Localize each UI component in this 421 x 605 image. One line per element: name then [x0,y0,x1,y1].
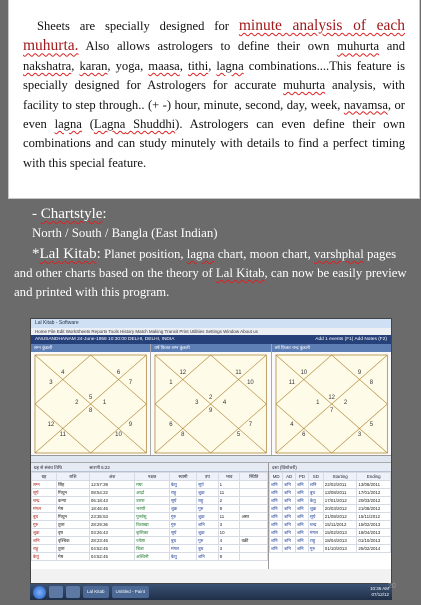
table-cell: शनि [296,521,309,529]
table-cell: ज्येष्ठा [135,537,170,545]
table-cell: गुरु [197,505,219,513]
table-cell: 03:26:43 [89,529,134,537]
table-row[interactable] [32,489,268,497]
taskbar-pin-icon[interactable] [66,586,80,598]
text-run: , can now be easily preview and printed with this program. [14,266,407,299]
table-cell: अस्त [240,513,268,521]
house-number: 7 [329,407,333,415]
house-number: 5 [369,421,373,429]
table-row[interactable] [32,481,268,489]
table-cell: शनि [296,513,309,521]
house-number: 2 [343,399,347,407]
table-cell: 28:23:46 [89,537,134,545]
table-cell: शनि [270,481,283,489]
table-cell: आर्द्रा [135,489,170,497]
table-cell: कृत्तिका [135,529,170,537]
table-header-row [32,473,268,481]
house-number: 1 [102,399,107,407]
dasha-table [269,472,391,553]
term-lagna: lagna [216,58,244,73]
house-number: 4 [289,421,294,429]
table-row[interactable] [270,545,391,553]
house-number: 8 [89,407,93,415]
muhurta-description [23,16,405,173]
dasha-table-caption: दशा (विंशोत्तरी) [269,463,391,472]
table-cell [240,545,268,553]
table-cell: 18/04/2013 [357,529,391,537]
table-cell: 01/10/2013 [323,545,357,553]
term-lagna: Lagna [93,117,126,132]
table-cell: राहु [32,545,57,553]
table-cell: शनि [283,529,296,537]
chart-caption: लग्न कुंडली [31,344,150,352]
table-cell: चन्द्र [308,521,323,529]
table-cell: केतु [169,481,196,489]
text-run: and [379,39,405,54]
table-cell: मेष [56,505,89,513]
heading-word: Chartstyle [40,206,103,222]
table-cell: बुध [32,513,57,521]
text-run: , or even [23,97,405,132]
table-cell: भरणी [135,505,170,513]
table-cell: 15/11/2012 [323,521,357,529]
text-run: : [96,246,101,262]
column-header[interactable]: Ending [357,473,391,481]
column-header[interactable]: PD [296,473,309,481]
house-number: 11 [288,379,295,387]
table-cell: शुक्र [308,505,323,513]
column-header[interactable]: Starting [323,473,357,481]
table-cell: बुध [308,489,323,497]
table-cell: शनि [32,537,57,545]
table-cell: शुक्र [32,529,57,537]
table-cell: शनि [270,505,283,513]
column-header[interactable]: SD [308,473,323,481]
term-tithi: tithi [187,58,209,73]
table-cell: राहु [308,537,323,545]
table-cell: मेष [56,553,89,561]
house-number: 5 [89,394,93,402]
house-number: 3 [49,379,53,387]
table-row[interactable] [32,497,268,505]
term-navamsa: navamsa [343,97,388,112]
table-row[interactable] [270,481,391,489]
table-row[interactable] [32,529,268,537]
text-run: , [71,58,80,73]
table-cell: केतु [169,553,196,561]
text-run: , [179,58,188,73]
column-header[interactable]: अंश [89,473,134,481]
table-cell: शनि [296,537,309,545]
table-cell: मिथुन [56,513,89,521]
birth-details: ANUSANDHANAM 24-June-1958 10:30:00 DELHI, DELHI, INDIA [35,337,175,342]
house-number: 1 [169,379,173,387]
column-header[interactable]: स्थिति [240,473,268,481]
chartstyle-options: North / South / Bangla (East Indian) [32,226,218,240]
app-menubar: Home File Edit WorkSheets Reports Tools History Match Making Transit Print Utilities Settings Window About us [31,328,391,335]
house-number: 5 [237,431,241,439]
table-cell: उत्तरा [135,497,170,505]
table-cell: सूर्य [197,481,219,489]
table-cell: मंगल [308,529,323,537]
house-number: 3 [195,399,199,407]
table-cell [240,529,268,537]
chart-caption: वर्ष फ़ित्रत लग्न कुंडली [151,344,270,352]
highlight-text: minute analysis of each muhurta. [23,17,405,55]
text-run: ( [81,117,94,132]
table-cell: गुरु [308,545,323,553]
table-cell: शनि [296,505,309,513]
table-cell: 4 [218,537,240,545]
table-cell: शनि [197,553,219,561]
table-cell: 3 [218,521,240,529]
house-number: 10 [247,379,255,387]
house-number: 6 [169,421,173,429]
table-row[interactable] [270,521,391,529]
text-run: ). Astrologers can even define their own combinations and can study minutely with details to find a perfect timing with this special feature. [23,117,405,170]
text-run: Planet position, [100,247,187,261]
table-body [270,481,391,553]
table-cell: विशाखा [135,521,170,529]
table-cell [240,497,268,505]
event-buttons: Add 1 events (F1) Add Notes (F2) [315,337,387,342]
table-body [32,481,268,561]
house-number: 7 [128,379,133,387]
table-cell: केतु [32,553,57,561]
table-cell: शनि [296,545,309,553]
table-cell: चित्रा [135,545,170,553]
table-cell: 17/01/2012 [323,497,357,505]
kundali-charts [31,344,391,456]
house-number: 2 [75,399,79,407]
house-number: 9 [209,407,213,415]
varsh-moon-chart [272,344,391,455]
table-cell: 11 [218,489,240,497]
lagna-chart [31,344,151,455]
table-cell: 04:52:45 [89,553,134,561]
app-screenshot [30,318,392,584]
house-number: 6 [116,369,121,377]
table-cell: शनि [270,489,283,497]
table-cell: पुनर्वसु [135,513,170,521]
table-cell: शुक्र [197,529,219,537]
text-run: Lal [39,246,60,262]
table-cell: 21/08/2012 [357,505,391,513]
table-cell: शनि [296,529,309,537]
table-cell: 01/10/2013 [357,537,391,545]
table-cell: सूर्य [169,497,196,505]
table-cell: लग्न [32,481,57,489]
table-cell: सूर्य [169,529,196,537]
table-cell: शनि [270,529,283,537]
table-cell: चन्द्र [32,497,57,505]
planet-table-panel [31,463,269,569]
house-number: 12 [47,421,55,429]
clock-date: 07/12/12 [371,592,389,597]
varsh-lagna-chart [151,344,271,455]
house-number: 1 [315,399,320,407]
table-cell: तुला [56,545,89,553]
house-number: 11 [59,431,66,439]
house-number: 9 [128,421,133,429]
text-run: ग्रह से संबंध तिथि [34,465,62,470]
table-row[interactable] [32,545,268,553]
windows-taskbar [30,584,392,600]
table-cell: राहु [197,497,219,505]
planet-table-caption [31,463,268,472]
table-cell: शनि [283,481,296,489]
table-cell: 28:29:36 [89,521,134,529]
tab-strip [31,456,391,463]
table-cell: शनि [296,481,309,489]
table-cell: शनि [296,489,309,497]
house-number: 4 [223,399,227,407]
page-number: 20 [388,583,396,590]
table-cell: शनि [283,545,296,553]
taskbar-pin-icon[interactable] [49,586,63,598]
table-cell: शनि [270,521,283,529]
term-lal-kitab: Lal Kitab [215,266,265,280]
house-number: 11 [235,369,242,377]
house-number: 3 [357,431,361,439]
table-cell: शनि [283,505,296,513]
table-cell [240,521,268,529]
text-run: * [32,246,40,262]
column-header[interactable]: नक्षत्र [135,473,170,481]
column-header[interactable]: उप [197,473,219,481]
house-number: 7 [249,421,253,429]
table-cell [240,481,268,489]
table-cell: 20/03/2012 [323,505,357,513]
lal-kitab-title [32,246,101,262]
table-row[interactable] [270,497,391,505]
table-cell: 13/08/2011 [323,489,357,497]
text-run: , [208,58,217,73]
table-cell [240,505,268,513]
table-cell: मंगल [169,545,196,553]
app-infobar [31,335,391,344]
text-run: Sheets are specially designed for [37,19,239,33]
planet-table [31,472,268,561]
column-header[interactable]: MD [270,473,283,481]
house-number: 2 [209,394,213,402]
chartstyle-heading [32,204,414,224]
table-cell: 1 [218,481,240,489]
table-cell: अश्विनी [135,553,170,561]
term-muhurta: muhurta [337,39,380,54]
column-header[interactable]: भाव [218,473,240,481]
table-cell: 21/08/2012 [323,513,357,521]
dasha-table-panel [269,463,391,569]
north-indian-chart [31,352,150,456]
data-tables [31,463,391,569]
term-muhurta: muhurta [283,78,326,93]
text-run: : [102,206,107,222]
table-cell: 20/03/2012 [357,497,391,505]
north-indian-chart [151,352,270,456]
table-cell: वक्री [240,537,268,545]
table-cell [240,489,268,497]
term-maasa: maasa [148,58,180,73]
house-number: 9 [357,369,361,377]
table-cell: 12:57:39 [89,481,134,489]
table-cell: 10 [218,529,240,537]
table-cell: 3 [218,545,240,553]
table-header-row [270,473,391,481]
text-run: pages and other charts based on the theory of [14,247,397,280]
term-karan: karan [79,58,108,73]
table-row[interactable] [270,513,391,521]
table-cell: सूर्य [308,513,323,521]
table-cell: 06:18:43 [89,497,134,505]
term-varshphal: varshphal [314,247,364,261]
term-shuddhi: Shuddhi [125,117,176,132]
table-row[interactable] [32,537,268,545]
table-cell: 15/02/2013 [323,529,357,537]
table-cell: 11 [218,513,240,521]
table-cell: 18/04/2013 [323,537,357,545]
house-number: 10 [300,369,307,377]
table-cell: 9 [218,553,240,561]
house-number: 8 [181,431,185,439]
table-cell: शनि [270,497,283,505]
chart-caption: वर्ष फ़ित्रत चन्द्र कुंडली [272,344,391,352]
column-header[interactable]: राशि [56,473,89,481]
table-cell: तुला [56,521,89,529]
column-header[interactable]: ग्रह [32,473,57,481]
table-cell: 15/02/2013 [357,521,391,529]
table-cell: 23:35:53 [89,513,134,521]
table-cell: वृश्चिक [56,537,89,545]
table-cell: शनि [283,521,296,529]
table-cell: गुरु [197,537,219,545]
table-cell: शनि [283,489,296,497]
table-cell: 15/11/2012 [357,513,391,521]
start-button[interactable] [33,586,46,599]
text-run: , yoga, [107,58,149,73]
house-number: 4 [61,369,65,377]
app-titlebar: Lal Kitab - Software [31,319,391,328]
column-header[interactable]: AD [283,473,296,481]
table-cell: बुध [169,537,196,545]
table-cell: शनि [308,481,323,489]
table-cell: 18:46:46 [89,505,134,513]
table-cell: 08:54:22 [89,489,134,497]
house-number: 6 [301,431,306,439]
taskbar-task[interactable]: Lal Kitab [83,586,109,598]
table-cell: शुक्र [169,505,196,513]
table-cell: कन्या [56,497,89,505]
table-row[interactable] [270,505,391,513]
table-cell: मघा [135,481,170,489]
text-run: Also allows astrologers to define their own [78,39,338,54]
table-cell: शनि [197,521,219,529]
table-cell: गुरु [169,521,196,529]
table-cell: 13/08/2011 [357,481,391,489]
table-cell: शनि [283,537,296,545]
column-header[interactable]: स्वामी [169,473,196,481]
table-cell: शनि [283,513,296,521]
table-cell: सिंह [56,481,89,489]
table-cell [240,553,268,561]
chartstyle-section [14,204,414,302]
table-cell: शनि [296,497,309,505]
table-cell: 25/02/2014 [357,545,391,553]
table-cell: शुक्र [197,489,219,497]
text-run: chart, moon chart, [214,247,314,261]
house-number: 12 [179,369,187,377]
table-cell: गुरु [32,521,57,529]
table-row[interactable] [270,489,391,497]
house-number: 8 [369,379,373,387]
north-indian-chart [272,352,391,456]
table-cell: वृष [56,529,89,537]
table-cell: शनि [270,513,283,521]
table-cell: राहु [169,489,196,497]
clock-time: 10:36 AM [369,586,389,591]
term-lagna: lagna [186,247,215,261]
taskbar-clock [370,586,389,598]
table-cell: बुध [197,545,219,553]
table-row[interactable] [270,529,391,537]
text-run: analysis, with facility to step through.. (+ -) hour, minute, second, day, week, [23,78,405,112]
text-run: Kitab [59,246,97,262]
table-row[interactable] [32,521,268,529]
term-nakshatra: nakshatra [23,58,72,73]
table-cell: मिथुन [56,489,89,497]
table-cell: केतु [308,497,323,505]
table-cell: 22/02/2011 [323,481,357,489]
table-cell: गुरु [169,513,196,521]
taskbar-task[interactable]: Untitled - Paint [112,586,150,598]
table-row[interactable] [32,513,268,521]
table-row[interactable] [270,537,391,545]
table-cell: शनि [270,537,283,545]
table-row[interactable] [32,505,268,513]
table-cell: 17/01/2012 [357,489,391,497]
table-cell: मंगल [32,505,57,513]
text-run: सारणी 5:22 [89,465,110,470]
table-cell: सूर्य [32,489,57,497]
text-run: combinations....This feature is specially designed for Astrologers for accurate [23,58,406,93]
lal-kitab-description [14,245,414,302]
term-lagna: lagna [54,117,82,132]
table-cell: शुक्र [197,513,219,521]
house-number: 10 [115,431,122,439]
table-cell: शनि [283,497,296,505]
table-cell: 2 [218,497,240,505]
table-cell: 04:52:45 [89,545,134,553]
table-row[interactable] [32,553,268,561]
text-run: - [32,206,41,222]
table-cell: 9 [218,505,240,513]
table-cell: शनि [270,545,283,553]
house-number: 12 [328,394,335,402]
description-box [8,0,420,199]
